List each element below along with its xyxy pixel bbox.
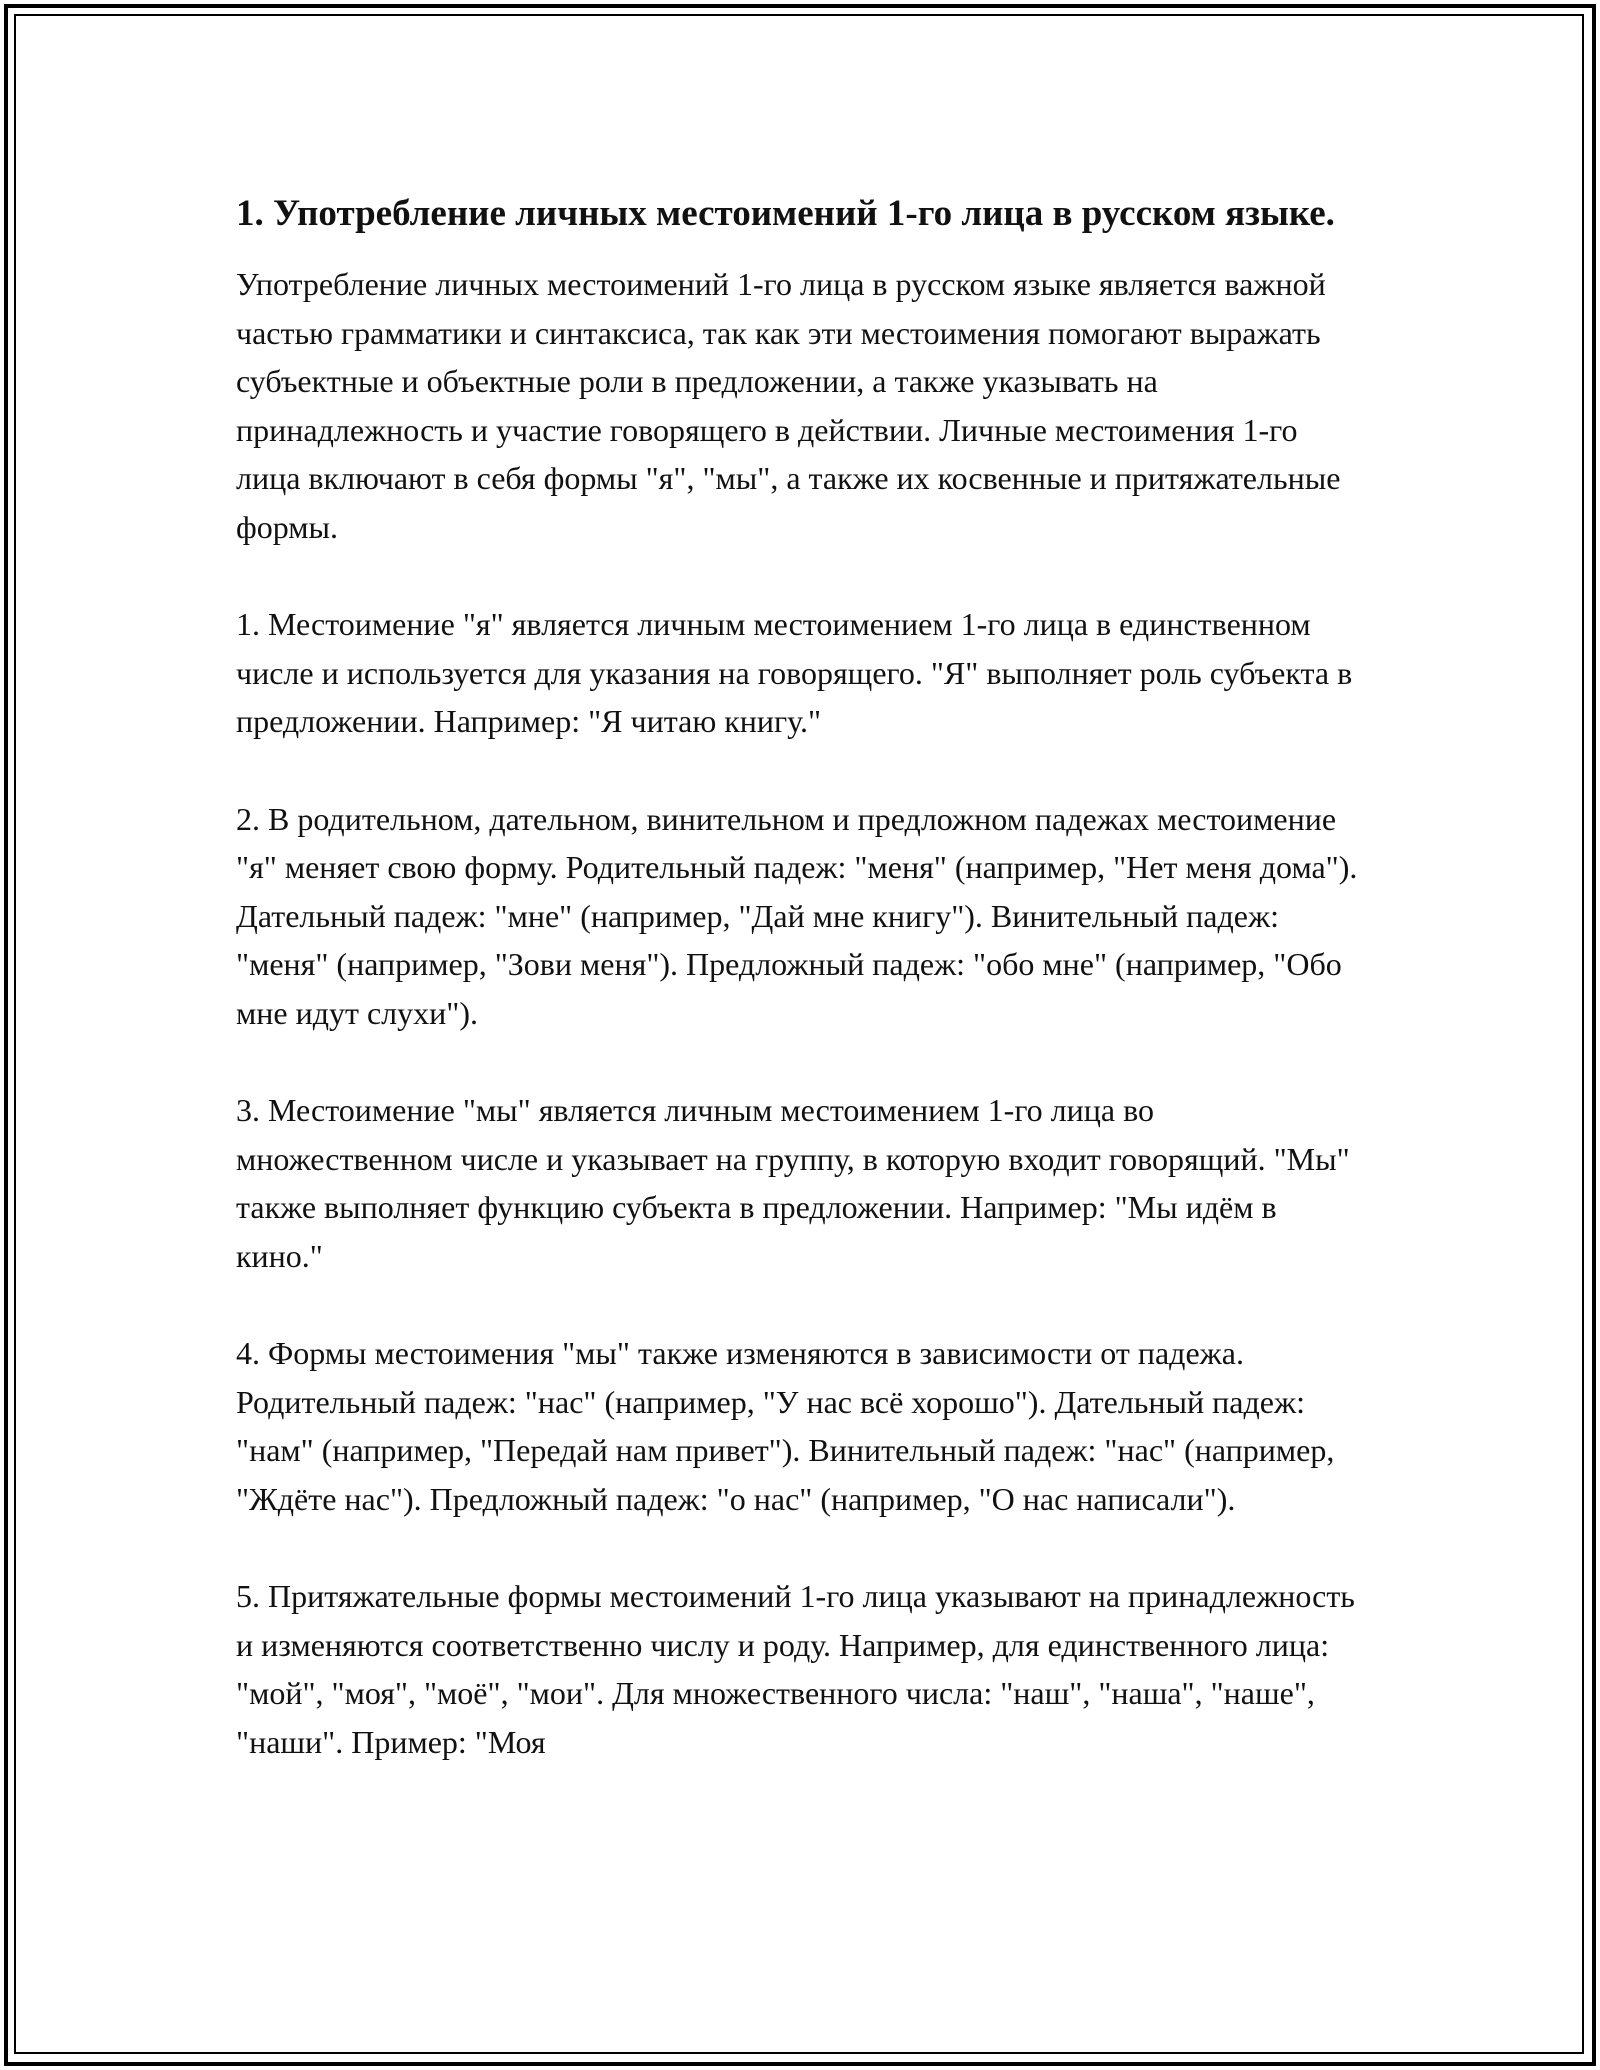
paragraph-item-2: 2. В родительном, дательном, винительном и предложном падежах местоимение "я" меняет свою форму. Родительный падеж: "меня" (например, "Нет меня дома"). Дательный падеж: "мне" (например, "Дай мне книгу"). Винительный падеж: "меня" (например, "Зови меня"). Предложный падеж: "обо мне" (например, "Обо мне идут слухи"). xyxy=(236,800,1358,1031)
section-heading: 1. Употребление личных местоимений 1-го лица в русском языке. xyxy=(236,193,1335,234)
paragraph-item-1: 1. Местоимение "я" является личным местоимением 1-го лица в единственном числе и используется для указания на говорящего. "Я" выполняет роль субъекта в предложении. Например: "Я читаю книгу." xyxy=(236,606,1353,739)
document-body xyxy=(236,186,1366,1815)
paragraph-item-4: 4. Формы местоимения "мы" также изменяются в зависимости от падежа. Родительный падеж: "нас" (например, "У нас всё хорошо"). Дательный падеж: "нам" (например, "Передай нам привет"). Винительный падеж: "нас" (например, "Ждёте нас"). Предложный падеж: "о нас" (например, "О нас написали"). xyxy=(236,1335,1335,1517)
paragraph-item-3: 3. Местоимение "мы" является личным местоимением 1-го лица во множественном числе и указывает на группу, в которую входит говорящий. "Мы" также выполняет функцию субъекта в предложении. Например: "Мы идём в кино." xyxy=(236,1092,1350,1274)
intro-paragraph: Употребление личных местоимений 1-го лица в русском языке является важной частью грамматики и синтаксиса, так как эти местоимения помогают выражать субъектные и объектные роли в предложении, а также указывать на принадлежность и участие говорящего в действии. Личные местоимения 1-го лица включают в себя формы "я", "мы", а также их косвенные и притяжательные формы. xyxy=(236,266,1341,545)
paragraph-item-5: 5. Притяжательные формы местоимений 1-го лица указывают на принадлежность и изменяются соответственно числу и роду. Например, для единственного лица: "мой", "моя", "моё", "мои". Для множественного числа: "наш", "наша", "наше", "наши". Пример: "Моя xyxy=(236,1578,1355,1760)
